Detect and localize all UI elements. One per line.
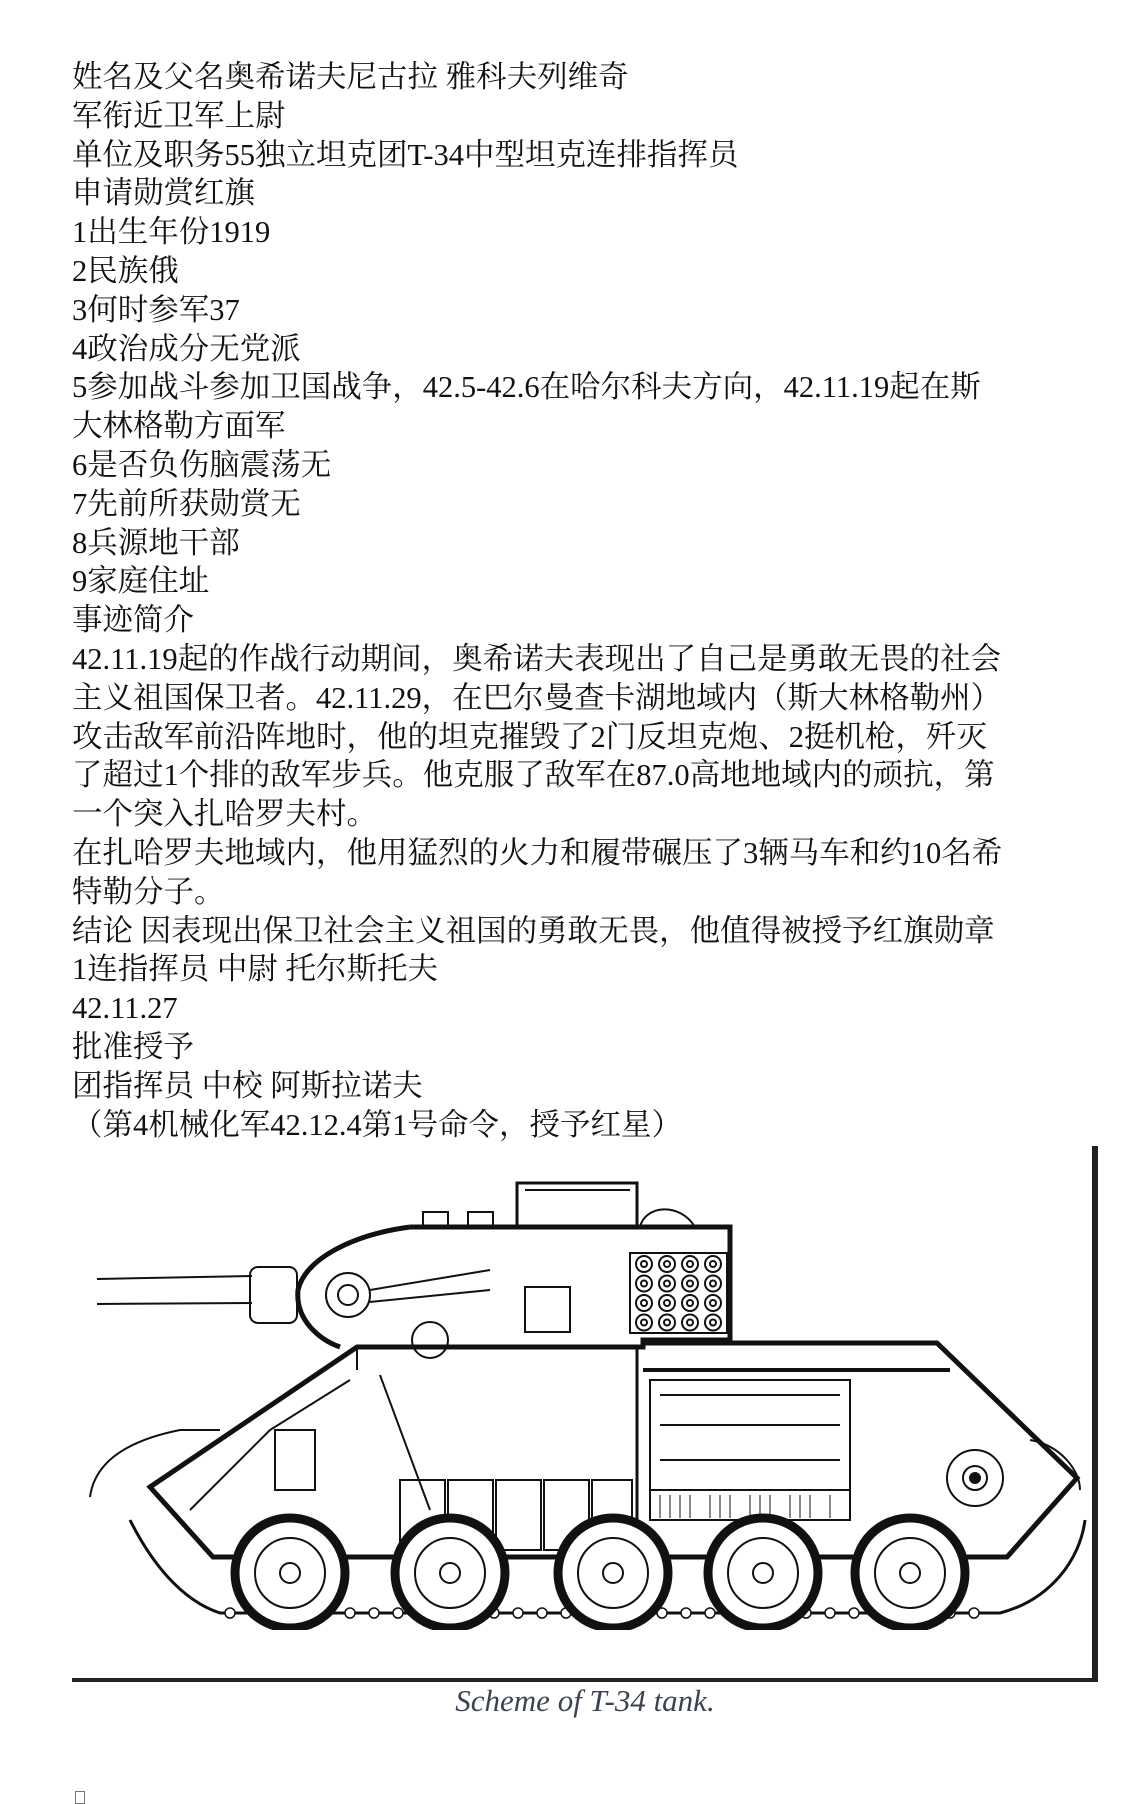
shell-icon <box>682 1256 698 1272</box>
text-line: 7先前所获勋赏无 <box>72 486 301 521</box>
front-fender <box>90 1430 220 1497</box>
shell-icon <box>710 1261 716 1267</box>
shell-icon <box>659 1295 675 1311</box>
gun-barrel <box>97 1276 252 1304</box>
road-wheel <box>235 1518 345 1628</box>
track-link <box>969 1608 979 1618</box>
text-line: 6是否负伤脑震荡无 <box>72 447 332 482</box>
t34-tank-scheme <box>70 1130 1100 1630</box>
order-note: （第4机械化军42.12.4第1号命令，授予红星） <box>72 1107 682 1142</box>
text-line: 申请勋赏红旗 <box>72 176 255 211</box>
conclusion-line: 结论 因表现出保卫社会主义祖国的勇敢无畏，他值得被授予红旗勋章 <box>72 913 995 948</box>
text-line: 大林格勒方面军 <box>72 409 286 444</box>
road-wheel <box>395 1518 505 1628</box>
signature-line: 团指挥员 中校 阿斯拉诺夫 <box>72 1068 423 1103</box>
shell-icon <box>636 1315 652 1331</box>
shell-icon <box>641 1261 647 1267</box>
track-link <box>681 1608 691 1618</box>
shell-icon <box>641 1281 647 1287</box>
missing-glyph-box <box>75 1791 85 1804</box>
road-wheel <box>558 1518 668 1628</box>
turret-ammo-rack <box>630 1253 727 1333</box>
road-wheel <box>708 1518 818 1628</box>
shell-icon <box>664 1261 670 1267</box>
signature-line: 1连指挥员 中尉 托尔斯托夫 <box>72 952 438 987</box>
section-heading: 事迹简介 <box>72 603 194 638</box>
road-wheel <box>855 1518 965 1628</box>
shell-icon <box>682 1276 698 1292</box>
text-line: 姓名及父名奥希诺夫尼古拉 雅科夫列维奇 <box>72 60 629 94</box>
text-line: 4政治成分无党派 <box>72 331 301 366</box>
track-link <box>825 1608 835 1618</box>
text-line: 特勒分子。 <box>72 874 225 909</box>
shell-icon <box>710 1281 716 1287</box>
text-line: 1出生年份1919 <box>72 215 271 250</box>
text-line: 攻击敌军前沿阵地时，他的坦克摧毁了2门反坦克炮、2挺机枪，歼灭 <box>72 719 987 754</box>
shell-icon <box>659 1315 675 1331</box>
track-link <box>225 1608 235 1618</box>
shell-icon <box>659 1256 675 1272</box>
shell-icon <box>687 1281 693 1287</box>
shell-icon <box>659 1276 675 1292</box>
shell-icon <box>705 1315 721 1331</box>
gun-mantlet <box>250 1267 297 1323</box>
shell-icon <box>705 1276 721 1292</box>
shell-icon <box>641 1300 647 1306</box>
shell-icon <box>664 1300 670 1306</box>
award-document-text <box>72 58 1132 1144</box>
figure-frame-bottom <box>72 1678 1098 1682</box>
text-line: 在扎哈罗夫地域内，他用猛烈的火力和履带碾压了3辆马车和约10名希 <box>72 835 1003 870</box>
engine <box>650 1380 1003 1520</box>
shell-icon <box>664 1320 670 1326</box>
date-line: 42.11.27 <box>72 991 178 1026</box>
text-line: 军衔近卫军上尉 <box>72 98 286 133</box>
track-link <box>345 1608 355 1618</box>
track-link <box>393 1608 403 1618</box>
shell-icon <box>641 1320 647 1326</box>
shell-icon <box>705 1256 721 1272</box>
text-line: 9家庭住址 <box>72 564 210 599</box>
text-line: 3何时参军37 <box>72 292 240 327</box>
shell-icon <box>687 1261 693 1267</box>
text-line: 一个突入扎哈罗夫村。 <box>72 797 377 832</box>
text-line: 批准授予 <box>72 1029 194 1064</box>
text-line: 主义祖国保卫者。42.11.29，在巴尔曼查卡湖地域内（斯大林格勒州） <box>72 680 1002 715</box>
shell-icon <box>710 1320 716 1326</box>
shell-icon <box>636 1256 652 1272</box>
track-link <box>369 1608 379 1618</box>
shell-icon <box>687 1300 693 1306</box>
shell-icon <box>636 1295 652 1311</box>
text-line: 了超过1个排的敌军步兵。他克服了敌军在87.0高地地域内的顽抗，第 <box>72 758 995 793</box>
text-line: 2民族俄 <box>72 253 179 288</box>
figure-frame-right <box>1092 1146 1098 1682</box>
shell-icon <box>682 1295 698 1311</box>
track-link <box>513 1608 523 1618</box>
figure-caption: Scheme of T-34 tank. <box>455 1683 715 1718</box>
shell-icon <box>636 1276 652 1292</box>
shell-icon <box>682 1315 698 1331</box>
text-line: 5参加战斗参加卫国战争，42.5-42.6在哈尔科夫方向，42.11.19起在斯 <box>72 370 981 405</box>
track-link <box>849 1608 859 1618</box>
shell-icon <box>710 1300 716 1306</box>
text-line: 8兵源地干部 <box>72 525 240 560</box>
text-line: 42.11.19起的作战行动期间，奥希诺夫表现出了自己是勇敢无畏的社会 <box>72 641 1002 676</box>
shell-icon <box>687 1320 693 1326</box>
track-link <box>537 1608 547 1618</box>
shell-icon <box>705 1295 721 1311</box>
shell-icon <box>664 1281 670 1287</box>
track-link <box>705 1608 715 1618</box>
text-line: 单位及职务55独立坦克团T-34中型坦克连排指挥员 <box>72 137 739 172</box>
